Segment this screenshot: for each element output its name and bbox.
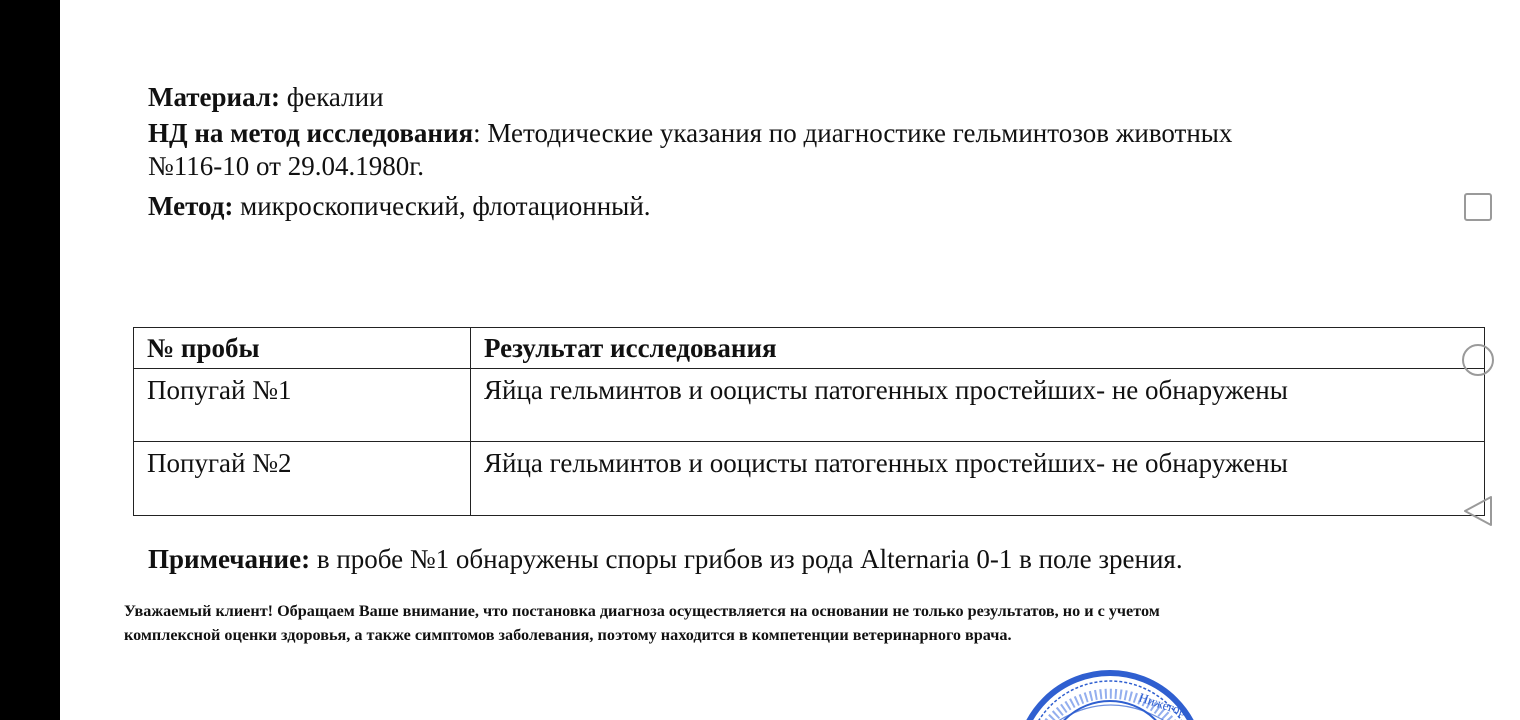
circle-icon[interactable] — [1462, 344, 1494, 376]
results-table — [133, 327, 1485, 516]
result-cell: Яйца гельминтов и ооцисты патогенных простейших- не обнаружены — [471, 442, 1485, 516]
sample-cell: Попугай №1 — [134, 369, 471, 442]
back-triangle-icon[interactable] — [1461, 494, 1495, 528]
nd-line — [148, 117, 1232, 149]
material-value: фекалии — [279, 82, 384, 112]
nd-label: НД на метод исследования — [148, 118, 474, 148]
note-line — [148, 543, 1183, 575]
method-label: Метод: — [148, 191, 234, 221]
notice-line-2: комплексной оценки здоровья, а также симптомов заболевания, поэтому находится в компетенции ветеринарного врача. — [124, 626, 1012, 644]
table-row — [134, 442, 1485, 516]
material-line — [148, 81, 384, 113]
sample-cell: Попугай №2 — [134, 442, 471, 516]
nd-line-cont — [148, 150, 424, 182]
stamp-seal — [1010, 665, 1210, 720]
table-header-row — [134, 328, 1485, 369]
stamp-text: Нижегор — [1137, 689, 1189, 719]
client-notice — [124, 599, 1494, 647]
notice-line-1: Уважаемый клиент! Обращаем Ваше внимание, что постановка диагноза осуществляется на основании не только результатов, но и с учетом — [124, 602, 1160, 620]
material-label: Материал: — [148, 82, 280, 112]
method-value: микроскопический, флотационный. — [233, 191, 651, 221]
document-page — [60, 0, 1520, 720]
nd-value-cont: №116-10 от 29.04.1980г. — [148, 151, 424, 181]
result-cell: Яйца гельминтов и ооцисты патогенных простейших- не обнаружены — [471, 369, 1485, 442]
method-line — [148, 190, 651, 222]
note-value: в пробе №1 обнаружены споры грибов из рода Alternaria 0-1 в поле зрения. — [310, 544, 1183, 574]
note-label: Примечание: — [148, 544, 311, 574]
square-icon[interactable] — [1464, 193, 1492, 221]
header-sample: № пробы — [134, 328, 471, 369]
table-row — [134, 369, 1485, 442]
header-result: Результат исследования — [471, 328, 1485, 369]
nd-value: : Методические указания по диагностике гельминтозов животных — [473, 118, 1233, 148]
